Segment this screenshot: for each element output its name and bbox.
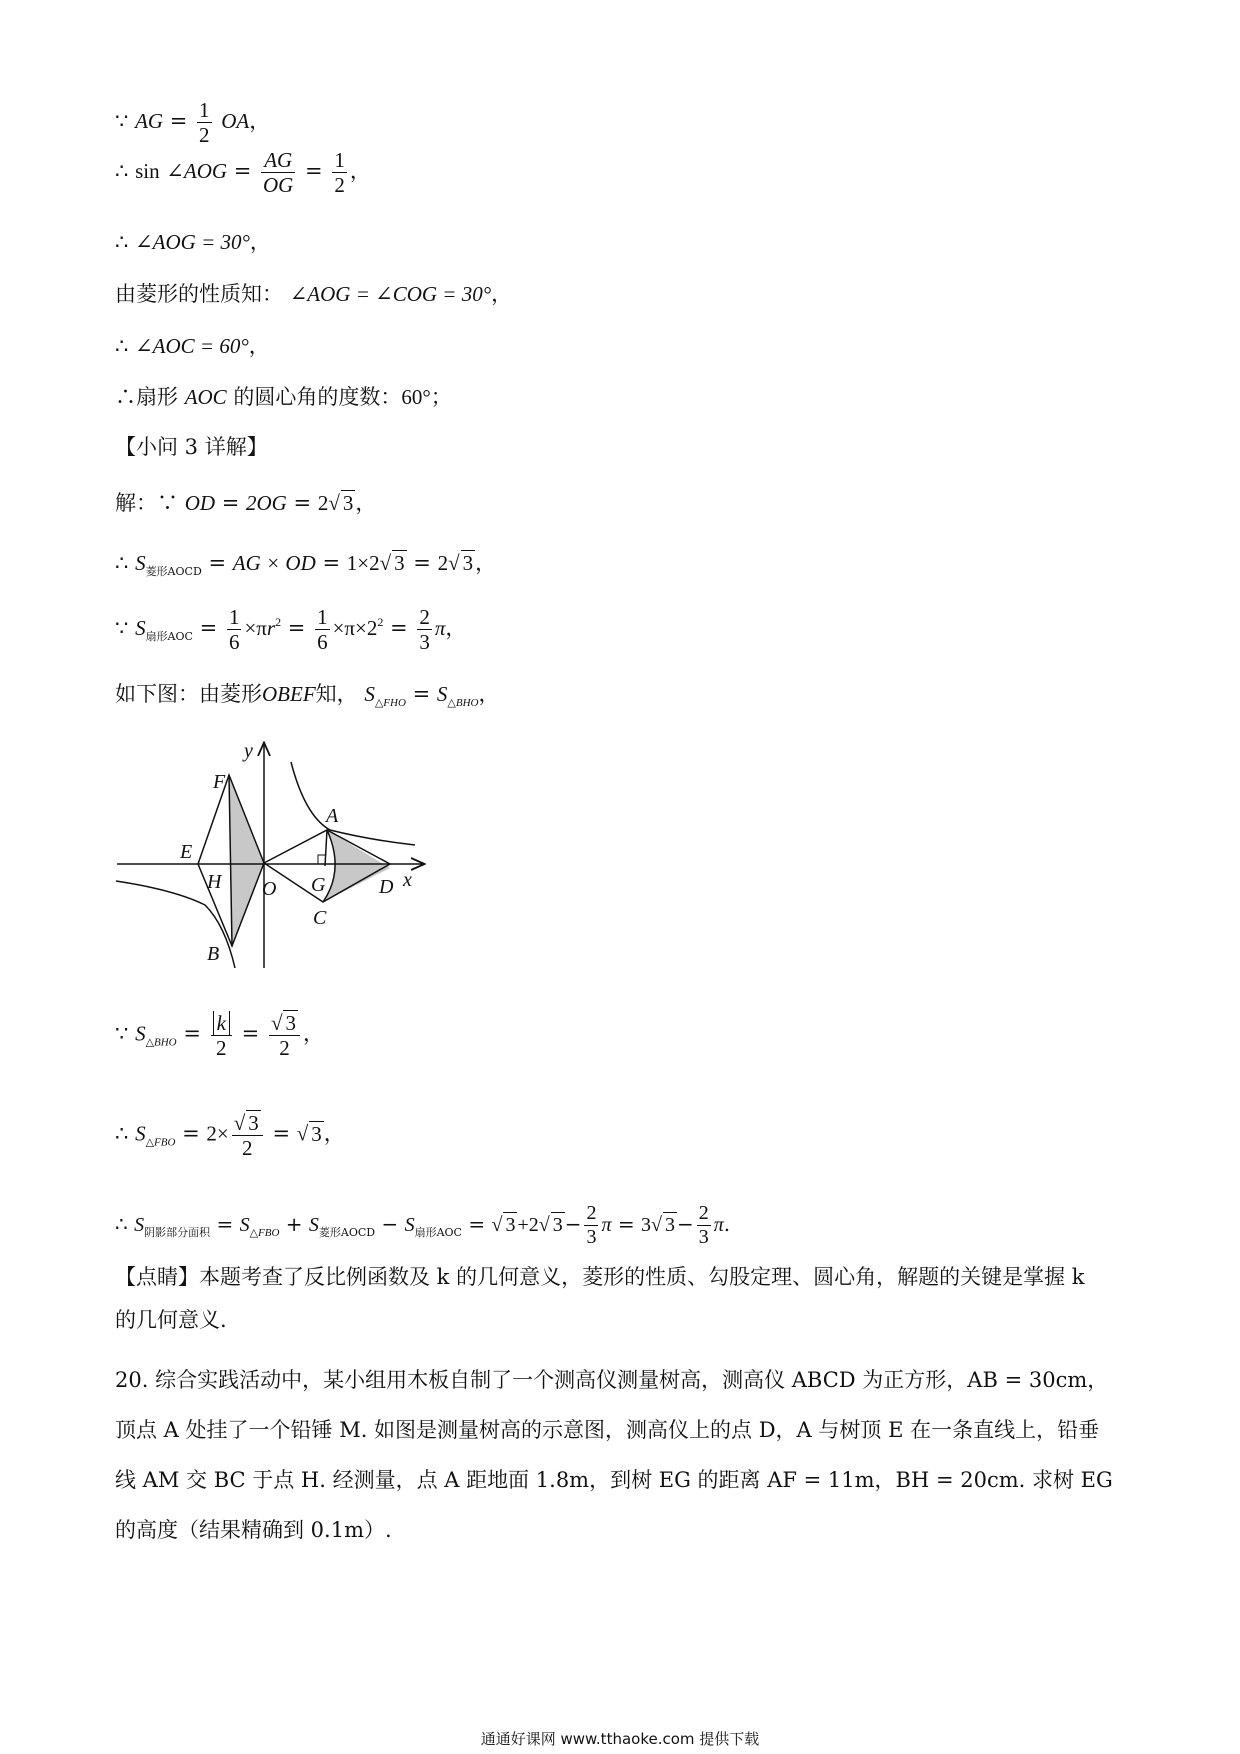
term: OD — [184, 491, 216, 515]
label-c: C — [313, 907, 327, 929]
subscript: 扇形AOC — [414, 1226, 462, 1239]
subscript: △FHO — [374, 697, 406, 709]
area-symbol: S — [135, 551, 146, 575]
minus: − — [381, 1212, 399, 1236]
term: 1×2 — [346, 551, 380, 575]
subscript: △BHO — [145, 1036, 177, 1049]
pi: π — [601, 1214, 612, 1236]
equals: = — [413, 551, 431, 575]
numerator: 1 — [317, 605, 328, 629]
fraction: $\frac{√ 3}{2}$ — [232, 1110, 263, 1160]
denominator: 2 — [199, 123, 210, 148]
because-symbol: ∵ — [115, 1021, 129, 1046]
therefore-symbol: ∴ — [115, 159, 129, 184]
review-text: 的几何意义. — [115, 1308, 227, 1332]
term: AG — [135, 109, 164, 134]
punct: ， — [355, 491, 377, 515]
label-e: E — [180, 841, 193, 863]
denominator: 3 — [586, 1226, 597, 1248]
punct: ， — [475, 551, 497, 575]
equals: = — [272, 1121, 291, 1146]
fraction — [261, 148, 295, 197]
denominator: 6 — [317, 630, 328, 655]
therefore-symbol: ∴ — [115, 334, 129, 358]
question-20-line-1 — [115, 1368, 1108, 1393]
punct: ， — [478, 682, 500, 706]
coefficient: 2 — [437, 551, 449, 575]
numerator: 1 — [199, 98, 210, 122]
solution-line-14: ∴ $S_{阴影部分面积} = S_{\triangle FBO} + S_{菱形AOCD} - S_{扇形AOC}$ = √ 3 +2√ 3 − $\frac{2}{3}$ π = 3√ 3 − $\frac{2}{3}$ π. — [115, 1202, 731, 1248]
punct: ， — [323, 1121, 345, 1146]
area-symbol: S — [404, 1214, 415, 1236]
solution-line-4 — [115, 282, 512, 307]
question-20-line-2 — [115, 1418, 1099, 1443]
equals: = — [208, 551, 227, 575]
plus: + — [285, 1212, 303, 1236]
subscript: 菱形AOCD — [145, 565, 202, 578]
solution-line-9: ∴ $S_{菱形AOCD}$ = AG × OD = 1×2√ 3 = 2√ 3， — [115, 551, 497, 578]
label-d: D — [379, 876, 394, 898]
therefore-symbol: ∴ — [115, 1212, 128, 1236]
area-symbol: S — [308, 1214, 319, 1236]
label-f: F — [213, 771, 226, 793]
equals: = — [468, 1212, 486, 1236]
radicand: 3 — [342, 491, 354, 515]
variable: AOC — [184, 385, 227, 409]
solution-line-6 — [115, 385, 452, 410]
question-20-line-4 — [115, 1518, 392, 1543]
therefore-symbol: ∴ — [115, 230, 129, 254]
equals: = — [305, 159, 323, 184]
denominator: 3 — [698, 1226, 709, 1248]
radicand: 3 — [394, 551, 405, 575]
equals: = — [390, 616, 408, 641]
punct: . — [723, 1212, 731, 1236]
area-symbol: S — [135, 1021, 146, 1046]
equals: = — [233, 159, 252, 184]
question-20-line-3 — [115, 1468, 1113, 1493]
therefore-symbol: ∴ — [115, 551, 129, 575]
minus: − — [564, 1212, 582, 1236]
radicand: 3 — [552, 1214, 563, 1236]
term: OA — [221, 109, 250, 134]
equals: = — [183, 1021, 201, 1046]
label-h: H — [207, 871, 222, 893]
term: 2× — [206, 1121, 229, 1146]
fraction — [227, 605, 242, 654]
denominator: 2 — [279, 1036, 290, 1061]
subscript: △BHO — [447, 697, 479, 709]
subscript: △FBO — [249, 1227, 280, 1239]
solution-line-2 — [115, 148, 371, 197]
fraction — [584, 1202, 598, 1249]
minus: − — [676, 1212, 694, 1236]
area-symbol: S — [364, 682, 375, 706]
equation: ∠AOG = 30° — [135, 230, 250, 254]
label-b: B — [207, 943, 220, 965]
subscript: 扇形AOC — [145, 630, 193, 644]
equation: ∠AOG = ∠COG = 30° — [289, 282, 492, 306]
radicand: 3 — [285, 1011, 296, 1035]
punct: ， — [248, 334, 270, 358]
solution-line-13: ∴ $S_{\triangle FBO} = 2\times$ $\frac{√ 3}{2}$ = √ 3， — [115, 1111, 345, 1161]
question-text: 线 AM 交 BC 于点 H. 经测量，点 A 距地面 1.8m，到树 EG 的距离 AF = 11m，BH = 20cm. 求树 EG — [115, 1468, 1113, 1492]
equals: = — [182, 1121, 200, 1146]
punct: ， — [491, 282, 513, 306]
radicand: 3 — [311, 1121, 322, 1146]
therefore-symbol: ∴ — [115, 1121, 129, 1146]
area-symbol: S — [239, 1214, 250, 1236]
denominator: 2 — [216, 1035, 227, 1060]
punct: ， — [302, 1021, 324, 1046]
numerator: k — [213, 1011, 230, 1035]
text: 知， — [315, 682, 358, 706]
radicand: 3 — [248, 1111, 259, 1135]
pi: π — [434, 616, 446, 641]
area-symbol: S — [134, 1214, 145, 1236]
because-symbol: ∵ — [115, 616, 129, 641]
variable: OBEF — [262, 682, 316, 706]
punct: ， — [349, 159, 371, 184]
subscript: 菱形AOCD — [318, 1226, 376, 1239]
solution-line-8: 解：∵ OD = 2OG = 2√ 3， — [115, 491, 377, 515]
text: 由菱形的性质知： — [115, 282, 283, 306]
coefficient: 2 — [317, 491, 329, 515]
area-symbol: S — [436, 682, 448, 706]
equals: = — [293, 491, 312, 515]
numerator: 1 — [334, 148, 345, 172]
fraction — [197, 98, 212, 147]
solution-line-10 — [115, 605, 466, 654]
equals: = — [216, 1212, 234, 1236]
punct: ， — [445, 616, 467, 641]
fraction — [417, 605, 432, 654]
geometry-figure — [110, 738, 430, 978]
term: +2 — [517, 1214, 539, 1236]
footer-text: 通通好课网 www.tthaoke.com 提供下载 — [480, 1730, 760, 1748]
value: 60° — [401, 385, 431, 409]
denominator: 2 — [334, 173, 345, 198]
solution-line-3 — [115, 230, 271, 255]
numerator: 2 — [586, 1202, 597, 1224]
fraction — [332, 148, 347, 197]
term: 2OG — [246, 491, 287, 515]
page-footer — [0, 1728, 1240, 1749]
review-text: 【点睛】本题考查了反比例函数及 k 的几何意义，菱形的性质、勾股定理、圆心角，解题的关键是掌握 k — [115, 1265, 1085, 1289]
pi: π — [713, 1214, 724, 1236]
term: AG × OD — [232, 551, 316, 575]
radicand: 3 — [664, 1214, 675, 1236]
angle: ∠AOG — [166, 159, 228, 184]
label-y: y — [244, 740, 253, 762]
denominator: 2 — [242, 1136, 253, 1161]
question-text: 20. 综合实践活动中，某小组用木板自制了一个测高仪测量树高，测高仪 ABCD 为正方形，AB = 30cm， — [115, 1368, 1109, 1392]
label-x: x — [403, 869, 412, 891]
numerator: 2 — [698, 1202, 709, 1224]
because-symbol: ∵ — [115, 109, 129, 134]
exponent: 2 — [275, 615, 282, 630]
area-symbol: S — [135, 616, 146, 641]
equation: ∠AOC = 60° — [135, 334, 249, 358]
solution-line-5 — [115, 334, 270, 359]
review-line-1 — [115, 1265, 1084, 1290]
denominator: 6 — [228, 630, 240, 655]
fraction — [697, 1202, 711, 1249]
text: 扇形 — [136, 385, 178, 409]
equals: = — [287, 616, 306, 641]
denominator: OG — [263, 173, 294, 198]
hyperbola-branch-right — [291, 762, 415, 845]
numerator: 2 — [419, 605, 430, 629]
section-heading — [115, 435, 268, 460]
punct: ； — [430, 385, 452, 409]
solution-line-12 — [115, 1010, 324, 1060]
equals: = — [412, 682, 431, 706]
solution-line-11 — [115, 682, 499, 710]
radicand: 3 — [505, 1214, 516, 1236]
text: 的圆心角的度数： — [233, 385, 402, 409]
subscript: △FBO — [145, 1136, 176, 1149]
therefore-symbol: ∴ — [115, 385, 136, 409]
area-symbol: S — [135, 1121, 146, 1146]
label-a: A — [326, 805, 339, 827]
function-name: sin — [135, 159, 160, 184]
numerator: 1 — [228, 605, 240, 629]
text: 解：∵ — [115, 491, 178, 515]
equals: = — [199, 616, 218, 641]
fraction — [211, 1011, 232, 1060]
numerator: AG — [261, 148, 295, 173]
shaded-triangle-fbo — [229, 775, 264, 946]
fraction — [315, 605, 330, 654]
subscript: 阴影部分面积 — [144, 1226, 211, 1239]
punct: ， — [249, 230, 271, 254]
label-g: G — [311, 874, 326, 896]
question-text: 顶点 A 处挂了一个铅锤 M. 如图是测量树高的示意图，测高仪上的点 D，A 与树顶 E 在一条直线上，铅垂 — [115, 1418, 1100, 1442]
variable: r — [266, 616, 276, 641]
equals: = — [221, 491, 240, 515]
term: ×π — [244, 616, 267, 641]
text: 如下图：由菱形 — [115, 682, 262, 706]
segment-ag — [325, 830, 327, 866]
question-text: 的高度（结果精确到 0.1m）. — [115, 1518, 392, 1542]
heading-text: 【小问 3 详解】 — [115, 435, 268, 459]
equals: = — [617, 1212, 635, 1236]
solution-line-1 — [115, 98, 270, 147]
denominator: 3 — [419, 630, 430, 655]
fraction: $\frac{√ 3}{2}$ — [269, 1010, 300, 1060]
exponent: 2 — [377, 615, 384, 630]
equals: = — [241, 1021, 260, 1046]
label-o: O — [262, 878, 277, 900]
coefficient: 3 — [641, 1214, 651, 1236]
radicand: 3 — [462, 551, 474, 575]
equals: = — [169, 109, 188, 134]
term: ×π×2 — [332, 616, 378, 641]
review-line-2 — [115, 1308, 227, 1333]
equals: = — [322, 551, 341, 575]
punct: ， — [249, 109, 271, 134]
